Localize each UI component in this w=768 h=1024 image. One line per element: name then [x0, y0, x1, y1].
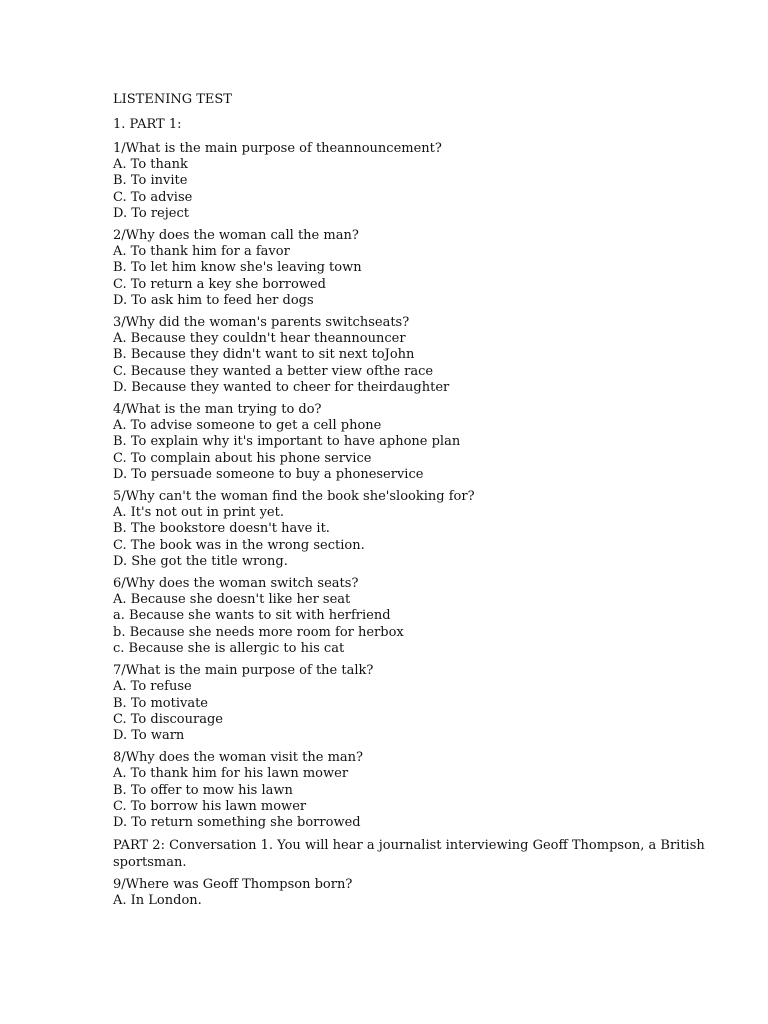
- question-text: 4/What is the man trying to do?: [113, 402, 322, 418]
- question-text: 2/Why does the woman call the man?: [113, 228, 359, 244]
- answer-option: B. To offer to mow his lawn: [113, 782, 293, 798]
- answer-option: D. To return something she borrowed: [113, 814, 361, 830]
- answer-option: B. To invite: [113, 173, 188, 189]
- question-text: 5/Why can't the woman find the book she'slooking for?: [113, 489, 475, 505]
- answer-option: D. To persuade someone to buy a phoneservice: [113, 466, 424, 482]
- answer-option: A. It's not out in print yet.: [113, 505, 284, 521]
- question-block: [113, 315, 723, 396]
- answer-option: C. To borrow his lawn mower: [113, 798, 307, 814]
- question-text: 6/Why does the woman switch seats?: [113, 576, 359, 592]
- question-text: 8/Why does the woman visit the man?: [113, 750, 363, 766]
- answer-option: C. To return a key she borrowed: [113, 276, 326, 292]
- question-block: [113, 877, 723, 909]
- answer-option: C. To discourage: [113, 711, 223, 727]
- answer-option: A. To thank him for a favor: [113, 244, 290, 260]
- question-text: 3/Why did the woman's parents switchseats?: [113, 315, 410, 331]
- part1-heading: 1. PART 1:: [113, 117, 182, 132]
- part2-question-list: [113, 877, 723, 909]
- answer-option: D. To reject: [113, 205, 189, 221]
- answer-option: B. To let him know she's leaving town: [113, 260, 362, 276]
- question-text: 1/What is the main purpose of theannouncement?: [113, 141, 442, 156]
- answer-option: B. The bookstore doesn't have it.: [113, 521, 330, 537]
- answer-option: D. Because they wanted to cheer for theirdaughter: [113, 379, 450, 395]
- answer-option: B. To motivate: [113, 695, 208, 711]
- answer-option: C. To advise: [113, 189, 193, 205]
- question-block: [113, 402, 723, 483]
- answer-option: A. Because they couldn't hear theannouncer: [113, 331, 406, 347]
- answer-option: A. To thank: [113, 157, 188, 173]
- document-title: LISTENING TEST: [113, 92, 232, 107]
- question-text: 7/What is the main purpose of the talk?: [113, 663, 374, 679]
- question-block: [113, 489, 723, 570]
- document-page: [113, 92, 723, 916]
- question-block: [113, 141, 723, 222]
- question-block: [113, 750, 723, 831]
- answer-option: D. To ask him to feed her dogs: [113, 292, 314, 308]
- answer-option: A. In London.: [113, 893, 202, 909]
- answer-option: c. Because she is allergic to his cat: [113, 640, 345, 656]
- answer-option: C. The book was in the wrong section.: [113, 537, 365, 553]
- question-block: [113, 663, 723, 744]
- question-text: 9/Where was Geoff Thompson born?: [113, 877, 353, 893]
- answer-option: A. To refuse: [113, 679, 192, 695]
- answer-option: B. To explain why it's important to have aphone plan: [113, 434, 461, 450]
- answer-option: a. Because she wants to sit with herfriend: [113, 608, 391, 624]
- question-block: [113, 576, 723, 657]
- answer-option: A. To thank him for his lawn mower: [113, 766, 349, 782]
- question-block: [113, 228, 723, 309]
- answer-option: A. To advise someone to get a cell phone: [113, 418, 382, 434]
- answer-option: C. To complain about his phone service: [113, 450, 372, 466]
- answer-option: D. To warn: [113, 727, 185, 743]
- answer-option: B. Because they didn't want to sit next toJohn: [113, 347, 415, 363]
- answer-option: A. Because she doesn't like her seat: [113, 592, 351, 608]
- answer-option: D. She got the title wrong.: [113, 553, 288, 569]
- answer-option: C. Because they wanted a better view ofthe race: [113, 363, 434, 379]
- answer-option: b. Because she needs more room for herbox: [113, 624, 404, 640]
- part1-question-list: [113, 141, 723, 831]
- part2-intro: PART 2: Conversation 1. You will hear a journalist interviewing Geoff Thompson, a British sportsman.: [113, 838, 705, 871]
